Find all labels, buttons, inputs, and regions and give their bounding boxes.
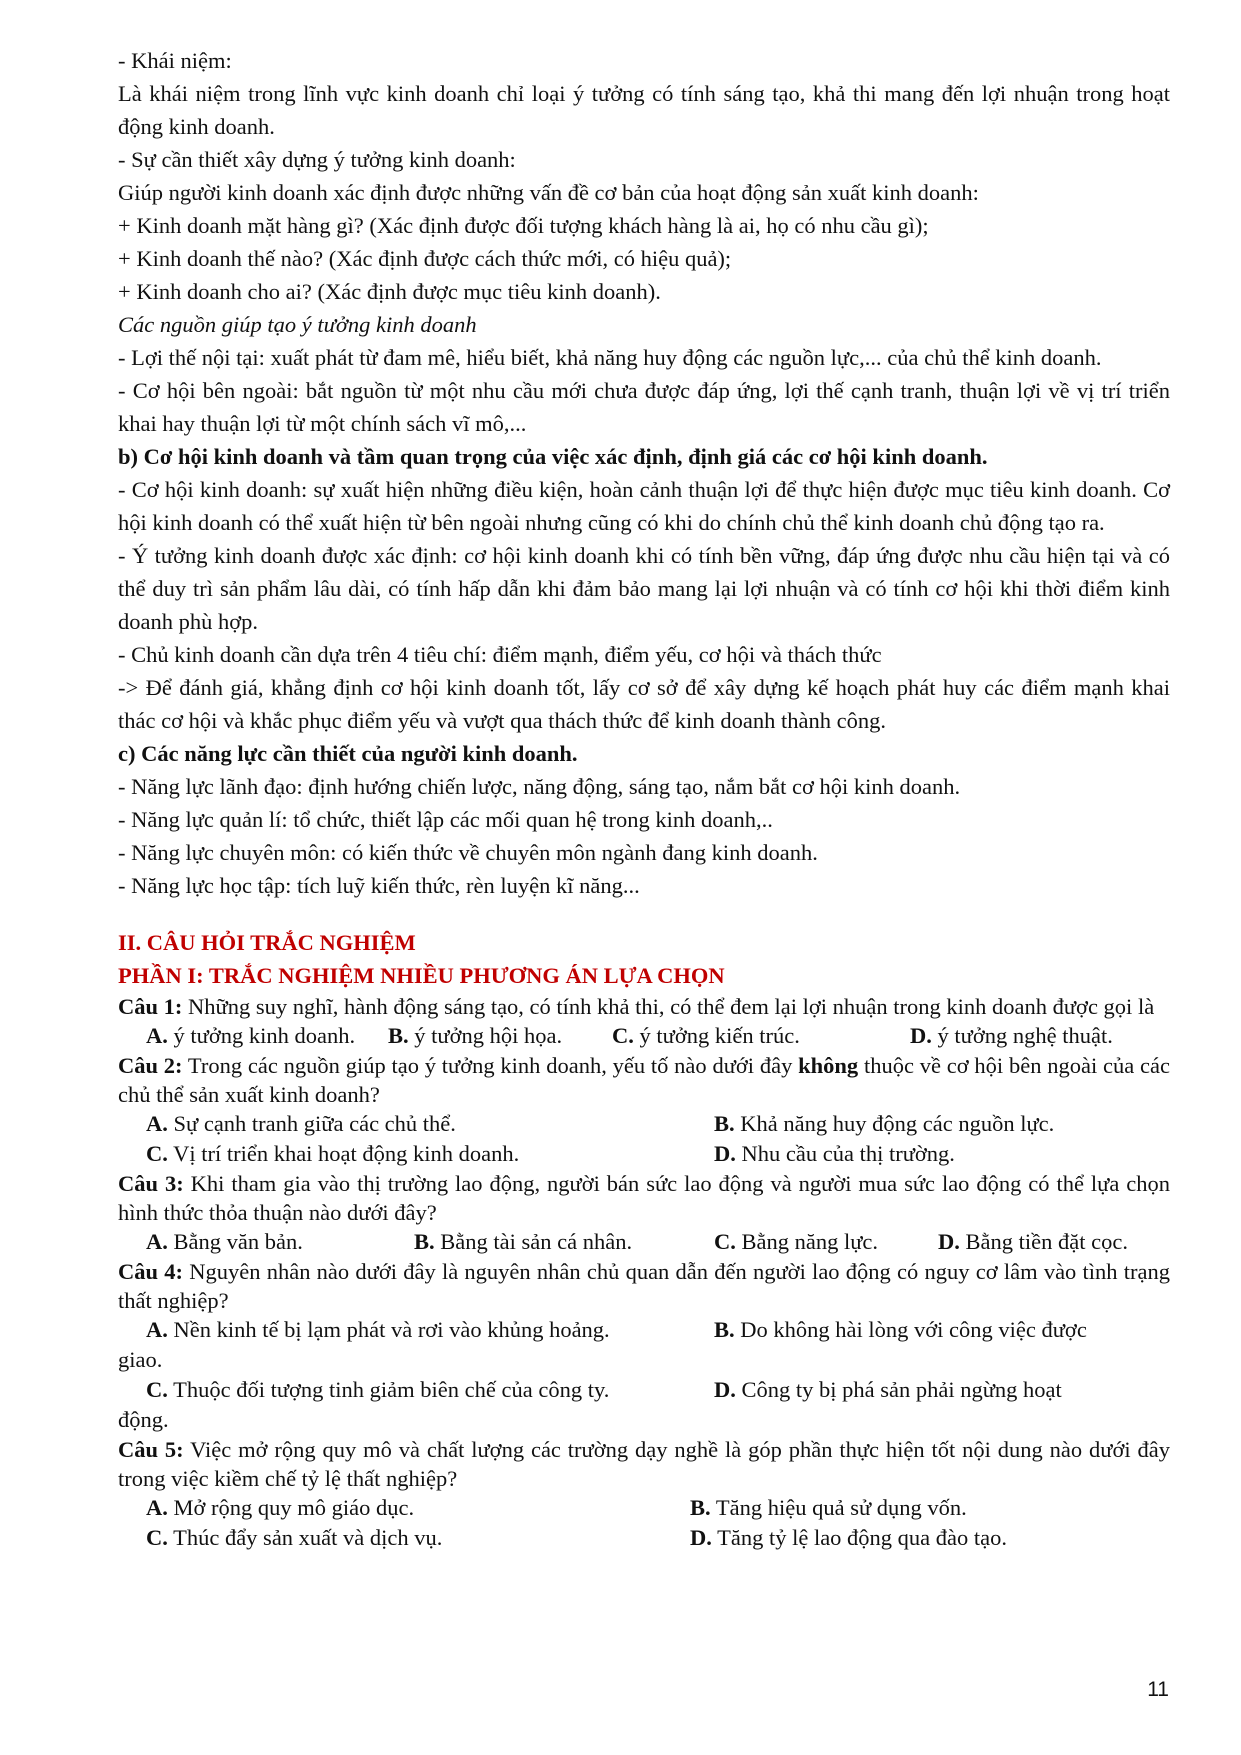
question-text: Nguyên nhân nào dưới đây là nguyên nhân chủ quan dẫn đến người lao động có nguy cơ lâm vào tình trạng thất nghiệp? — [118, 1259, 1170, 1313]
option-d-continued: động. — [118, 1407, 169, 1432]
question-text: Việc mở rộng quy mô và chất lượng các trường dạy nghề là góp phần thực hiện tốt nội dung nào dưới đây trong việc kiềm chế tỷ lệ thất nghiệp? — [118, 1437, 1170, 1491]
option-b: B. Khả năng huy động các nguồn lực. — [714, 1111, 1055, 1136]
option-d: D. ý tưởng nghệ thuật. — [910, 1023, 1113, 1048]
part-title: PHẦN I: TRẮC NGHIỆM NHIỀU PHƯƠNG ÁN LỰA CHỌN — [118, 963, 725, 988]
b-line: -> Để đánh giá, khẳng định cơ hội kinh doanh tốt, lấy cơ sở để xây dựng kế hoạch phát huy các điểm mạnh khai thác cơ hội và khắc phục điểm yếu và vượt qua thách thức để kinh doanh thành công. — [118, 675, 1170, 733]
option-a: A. Bằng văn bản. — [146, 1229, 303, 1254]
c-line: - Năng lực quản lí: tổ chức, thiết lập các mối quan hệ trong kinh doanh,.. — [118, 807, 773, 832]
option-c: C. Vị trí triển khai hoạt động kinh doanh. — [146, 1141, 520, 1166]
options-row — [118, 1021, 1170, 1051]
theory-line: + Kinh doanh cho ai? (Xác định được mục tiêu kinh doanh). — [118, 279, 661, 304]
question-label: Câu 4: — [118, 1259, 183, 1284]
theory-line: Là khái niệm trong lĩnh vực kinh doanh chỉ loại ý tưởng có tính sáng tạo, khả thi mang đến lợi nhuận trong hoạt động kinh doanh. — [118, 81, 1170, 139]
page-number: 11 — [1147, 1678, 1169, 1701]
question-emphasis: không — [798, 1053, 859, 1078]
option-c: C. Bằng năng lực. — [714, 1229, 879, 1254]
heading-c: c) Các năng lực cần thiết của người kinh doanh. — [118, 741, 578, 766]
option-b: B. Bằng tài sản cá nhân. — [414, 1229, 633, 1254]
option-c: C. Thuộc đối tượng tinh giảm biên chế của công ty. — [146, 1377, 610, 1402]
c-line: - Năng lực học tập: tích luỹ kiến thức, rèn luyện kĩ năng... — [118, 873, 640, 898]
option-c: C. ý tưởng kiến trúc. — [612, 1023, 800, 1048]
question-label: Câu 2: — [118, 1053, 183, 1078]
options-row — [118, 1405, 1170, 1435]
option-b: B. Tăng hiệu quả sử dụng vốn. — [690, 1495, 967, 1520]
option-b-continued: giao. — [118, 1347, 163, 1372]
question-text: thuộc về cơ hội bên ngoài của các chủ thể sản xuất kinh doanh? — [118, 1053, 1170, 1107]
question-1 — [118, 992, 1170, 1021]
sources-line: - Lợi thế nội tại: xuất phát từ đam mê, hiểu biết, khả năng huy động các nguồn lực,... của chủ thể kinh doanh. — [118, 345, 1102, 370]
sources-line: - Cơ hội bên ngoài: bắt nguồn từ một nhu cầu mới chưa được đáp ứng, lợi thế cạnh tranh, thuận lợi về vị trí triển khai hay thuận lợi từ một chính sách vĩ mô,... — [118, 378, 1170, 436]
option-d: D. Bằng tiền đặt cọc. — [938, 1229, 1128, 1254]
question-label: Câu 1: — [118, 994, 183, 1019]
theory-line: Giúp người kinh doanh xác định được những vấn đề cơ bản của hoạt động sản xuất kinh doanh: — [118, 180, 979, 205]
question-2 — [118, 1051, 1170, 1109]
options-row — [118, 1315, 1170, 1345]
question-3 — [118, 1169, 1170, 1227]
c-line: - Năng lực lãnh đạo: định hướng chiến lược, năng động, sáng tạo, nắm bắt cơ hội kinh doanh. — [118, 774, 961, 799]
theory-line: + Kinh doanh thế nào? (Xác định được cách thức mới, có hiệu quả); — [118, 246, 732, 271]
option-d: D. Công ty bị phá sản phải ngừng hoạt — [714, 1377, 1062, 1402]
options-row — [118, 1227, 1170, 1257]
option-a: A. Nền kinh tế bị lạm phát và rơi vào khủng hoảng. — [146, 1317, 610, 1342]
option-a: A. Mở rộng quy mô giáo dục. — [146, 1495, 415, 1520]
option-b: B. Do không hài lòng với công việc được — [714, 1317, 1087, 1342]
c-line: - Năng lực chuyên môn: có kiến thức về chuyên môn ngành đang kinh doanh. — [118, 840, 818, 865]
question-text: Trong các nguồn giúp tạo ý tưởng kinh doanh, yếu tố nào dưới đây — [182, 1053, 799, 1078]
section-title: II. CÂU HỎI TRẮC NGHIỆM — [118, 930, 416, 955]
option-b: B. ý tưởng hội họa. — [388, 1023, 563, 1048]
question-text: Khi tham gia vào thị trường lao động, người bán sức lao động và người mua sức lao động có thể lựa chọn hình thức thỏa thuận nào dưới đây? — [118, 1171, 1170, 1225]
options-row — [118, 1139, 1170, 1169]
theory-line: - Khái niệm: — [118, 48, 232, 73]
options-row — [118, 1345, 1170, 1375]
b-line: - Ý tưởng kinh doanh được xác định: cơ hội kinh doanh khi có tính bền vững, đáp ứng được nhu cầu hiện tại và có thể duy trì sản phẩm lâu dài, có tính hấp dẫn khi đảm bảo mang lại lợi nhuận và có tính cơ hội khi thời điểm kinh doanh phù hợp. — [118, 543, 1170, 634]
sources-heading: Các nguồn giúp tạo ý tưởng kinh doanh — [118, 312, 477, 337]
question-5 — [118, 1435, 1170, 1493]
b-line: - Cơ hội kinh doanh: sự xuất hiện những điều kiện, hoàn cảnh thuận lợi để thực hiện được mục tiêu kinh doanh. Cơ hội kinh doanh có thể xuất hiện từ bên ngoài nhưng cũng có khi do chính chủ thể kinh doanh chủ động tạo ra. — [118, 477, 1170, 535]
question-label: Câu 3: — [118, 1171, 184, 1196]
options-row — [118, 1109, 1170, 1139]
question-label: Câu 5: — [118, 1437, 184, 1462]
question-text: Những suy nghĩ, hành động sáng tạo, có tính khả thi, có thể đem lại lợi nhuận trong kinh doanh được gọi là — [182, 994, 1155, 1019]
option-a: A. ý tưởng kinh doanh. — [146, 1023, 356, 1048]
theory-line: + Kinh doanh mặt hàng gì? (Xác định được đối tượng khách hàng là ai, họ có nhu cầu gì); — [118, 213, 929, 238]
option-d: D. Tăng tỷ lệ lao động qua đào tạo. — [690, 1525, 1008, 1550]
b-line: - Chủ kinh doanh cần dựa trên 4 tiêu chí: điểm mạnh, điểm yếu, cơ hội và thách thức — [118, 642, 882, 667]
heading-b: b) Cơ hội kinh doanh và tầm quan trọng của việc xác định, định giá các cơ hội kinh doanh. — [118, 444, 988, 469]
theory-line: - Sự cần thiết xây dựng ý tưởng kinh doanh: — [118, 147, 516, 172]
option-d: D. Nhu cầu của thị trường. — [714, 1141, 955, 1166]
options-row — [118, 1523, 1170, 1553]
option-a: A. Sự cạnh tranh giữa các chủ thể. — [146, 1111, 456, 1136]
document-page — [118, 44, 1170, 1553]
option-c: C. Thúc đẩy sản xuất và dịch vụ. — [146, 1525, 443, 1550]
question-4 — [118, 1257, 1170, 1315]
options-row — [118, 1375, 1170, 1405]
options-row — [118, 1493, 1170, 1523]
